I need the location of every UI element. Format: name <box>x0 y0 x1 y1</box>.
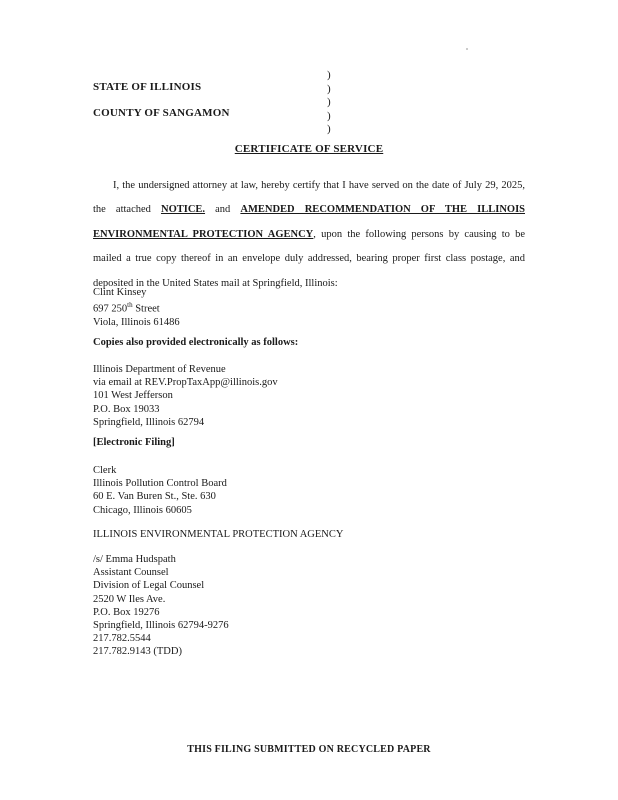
address-line: Chicago, Illinois 60605 <box>93 504 192 516</box>
caption-paren: ) <box>327 109 331 122</box>
address-line: 60 E. Van Buren St., Ste. 630 <box>93 491 216 503</box>
signature-line: 217.782.5544 <box>93 633 151 645</box>
caption-paren: ) <box>327 123 331 135</box>
body-text-part1: I, the undersigned attorney at law, hereby certify that I have served on the date of July 29, 2025, the attached <box>93 180 525 216</box>
recipient-city: Viola, Illinois 61486 <box>93 316 180 328</box>
document-title: CERTIFICATE OF SERVICE <box>234 143 384 155</box>
caption-state: STATE OF ILLINOIS <box>93 81 202 93</box>
address-line: Illinois Pollution Control Board <box>93 478 227 490</box>
address-line: 101 West Jefferson <box>93 390 173 402</box>
street-name: Street <box>132 303 160 315</box>
address-line: Illinois Department of Revenue <box>93 364 226 375</box>
recycled-paper-footer: THIS FILING SUBMITTED ON RECYCLED PAPER <box>187 744 431 755</box>
signature-line: Springfield, Illinois 62794-9276 <box>93 620 229 632</box>
caption-paren: ) <box>327 96 331 108</box>
body-text-part2: , upon the following persons by causing to be mailed a true copy thereof in an envelope duly addressed, bearing proper first class postage, and deposited in the United States mail at Springfield, Illinois: <box>93 228 525 289</box>
signature-block <box>93 553 229 659</box>
electronic-filing-heading: [Electronic Filing] <box>93 437 175 448</box>
scan-speck <box>466 48 468 50</box>
body-text-and: and <box>205 204 241 216</box>
street-ordinal: th <box>127 301 133 310</box>
electronic-copies-heading: Copies also provided electronically as follows: <box>93 337 299 348</box>
address-line: Clerk <box>93 465 117 476</box>
recipient-street <box>93 299 180 316</box>
signature-line: 217.782.9143 (TDD) <box>93 646 182 658</box>
certification-paragraph <box>93 174 525 296</box>
caption-paren: ) <box>327 69 331 81</box>
caption-county: COUNTY OF SANGAMON <box>93 107 230 119</box>
signature-line: Division of Legal Counsel <box>93 580 205 592</box>
caption-parentheses <box>327 69 331 137</box>
address-line: P.O. Box 19033 <box>93 403 160 415</box>
signature-line: Assistant Counsel <box>93 567 169 579</box>
recipient-clerk <box>93 464 227 517</box>
notice-reference: NOTICE. <box>160 204 206 216</box>
signature-line: P.O. Box 19276 <box>93 606 160 618</box>
signature-line: /s/ Emma Hudspath <box>93 554 176 565</box>
recipient-name: Clint Kinsey <box>93 287 147 298</box>
recipient-revenue <box>93 363 278 429</box>
signature-line: 2520 W Iles Ave. <box>93 593 166 605</box>
address-line: via email at REV.PropTaxApp@illinois.gov <box>93 377 278 389</box>
address-line: Springfield, Illinois 62794 <box>93 416 205 428</box>
amended-recommendation-reference: AMENDED RECOMMENDATION OF THE ILLINOIS ENVIRONMENTAL PROTECTION AGENCY <box>93 204 525 240</box>
street-number: 697 250 <box>93 303 128 315</box>
caption-paren: ) <box>327 82 331 95</box>
agency-name: ILLINOIS ENVIRONMENTAL PROTECTION AGENCY <box>93 529 344 540</box>
recipient-kinsey <box>93 286 180 329</box>
